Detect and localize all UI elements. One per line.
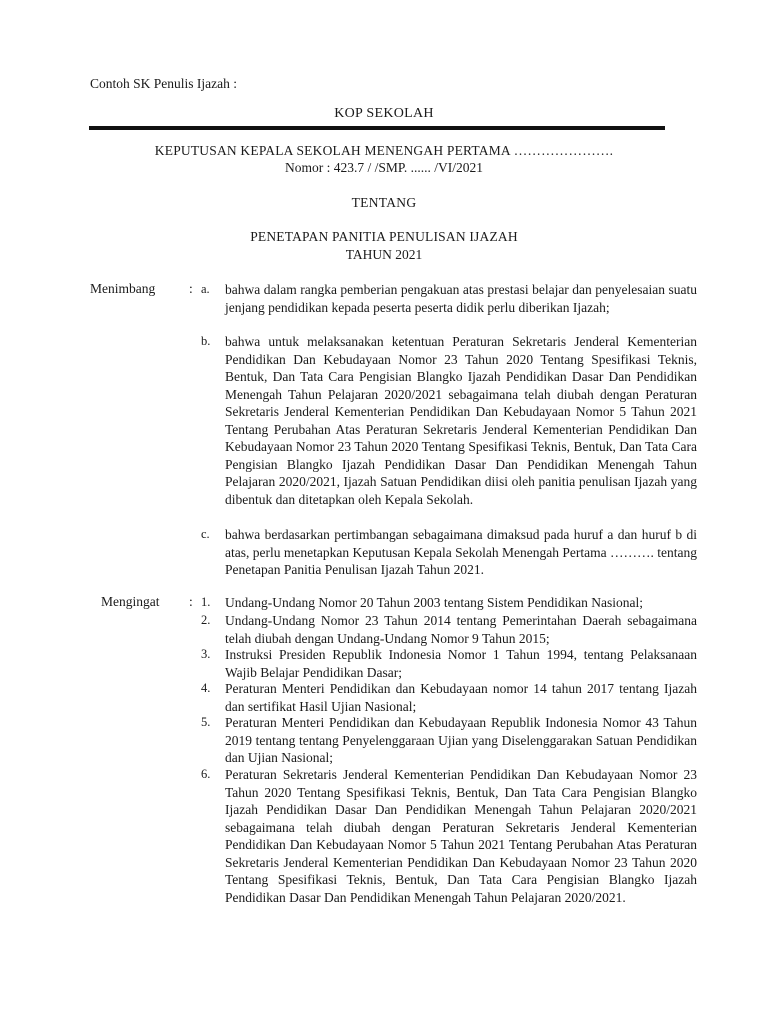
mengingat-marker-5: 5. bbox=[201, 715, 211, 729]
mengingat-item-5: Peraturan Menteri Pendidikan dan Kebudayaan Republik Indonesia Nomor 43 Tahun 2019 tentang tentang Penyelenggaraan Ujian yang Diselenggarakan Satuan Pendidikan dan Ujian Nasional; bbox=[225, 715, 697, 765]
mengingat-item-3: Instruksi Presiden Republik Indonesia Nomor 1 Tahun 1994, tentang Pelaksanaan Wajib Belajar Pendidikan Dasar; bbox=[225, 647, 697, 680]
mengingat-item-2: Undang-Undang Nomor 23 Tahun 2014 tentang Pemerintahan Daerah sebagaimana telah diubah dengan Undang-Undang Nomor 9 Tahun 2015; bbox=[225, 613, 697, 646]
letterhead-divider bbox=[89, 126, 665, 130]
tentang-heading: TENTANG bbox=[351, 195, 417, 210]
decree-number: Nomor : 423.7 / /SMP. ...... /VI/2021 bbox=[284, 160, 484, 175]
letterhead-title: KOP SEKOLAH bbox=[334, 106, 434, 121]
menimbang-marker-a: a. bbox=[201, 282, 210, 296]
decree-title: KEPUTUSAN KEPALA SEKOLAH MENENGAH PERTAMA …………………. bbox=[154, 143, 614, 158]
menimbang-marker-c: c. bbox=[201, 527, 210, 541]
decree-subject-line-1: PENETAPAN PANITIA PENULISAN IJAZAH bbox=[250, 229, 518, 244]
menimbang-item-b: bahwa untuk melaksanakan ketentuan Peraturan Sekretaris Jenderal Kementerian Pendidikan Dan Kebudayaan Nomor 23 Tahun 2020 Tentang Spesifikasi Teknis, Bentuk, Dan Tata Cara Pengisian Blangko Ijazah Pendidikan Dasar Dan Pendidikan Menengah Tahun Pelajaran 2020/2021 sebagaimana telah diubah dengan Peraturan Sekretaris Jenderal Kementerian Pendidikan Dan Kebudayaan Nomor 5 Tahun 2021 Tentang Perubahan Atas Peraturan Sekretaris Jenderal Kementerian Pendidikan Dan Kebudayaan Nomor 23 Tahun 2020 Tentang Spesifikasi Teknis, Bentuk, Dan Tata Cara Pengisian Blangko Ijazah Pendidikan Dasar Dan Pendidikan Menengah Tahun Pelajaran 2020/2021, Ijazah Satuan Pendidikan diisi oleh panitia penulisan Ijazah yang dibentuk dan ditetapkan oleh Kepala Sekolah. bbox=[225, 334, 697, 507]
mengingat-marker-1: 1. bbox=[201, 595, 211, 609]
mengingat-item-6: Peraturan Sekretaris Jenderal Kementerian Pendidikan Dan Kebudayaan Nomor 23 Tahun 2020 Tentang Spesifikasi Teknis, Bentuk, Dan Tata Cara Pengisian Blangko Ijazah Pendidikan Dasar Dan Pendidikan Menengah Tahun Pelajaran 2020/2021 sebagaimana telah diubah dengan Peraturan Sekretaris Jenderal Kementerian Pendidikan Dan Kebudayaan Nomor 5 Tahun 2021 Tentang Perubahan Atas Peraturan Sekretaris Jenderal Kementerian Pendidikan Dan Kebudayaan Nomor 23 Tahun 2020 Tentang Spesifikasi Teknis, Bentuk, Dan Tata Cara Pengisian Blangko Ijazah Pendidikan Dasar Dan Pendidikan Menengah Tahun Pelajaran 2020/2021. bbox=[225, 767, 697, 905]
menimbang-item-c: bahwa berdasarkan pertimbangan sebagaimana dimaksud pada huruf a dan huruf b di atas, perlu menetapkan Keputusan Kepala Sekolah Menengah Pertama ………. tentang Penetapan Panitia Penulisan Ijazah Tahun 2021. bbox=[225, 527, 697, 577]
mengingat-marker-2: 2. bbox=[201, 613, 211, 627]
menimbang-colon: : bbox=[189, 281, 193, 296]
mengingat-marker-3: 3. bbox=[201, 647, 211, 661]
mengingat-item-4: Peraturan Menteri Pendidikan dan Kebudayaan nomor 14 tahun 2017 tentang Ijazah dan sertifikat Hasil Ujian Nasional; bbox=[225, 681, 697, 714]
decree-subject-line-2: TAHUN 2021 bbox=[345, 247, 423, 262]
menimbang-marker-b: b. bbox=[201, 334, 211, 348]
mengingat-colon: : bbox=[189, 594, 193, 609]
mengingat-item-1: Undang-Undang Nomor 20 Tahun 2003 tentang Sistem Pendidikan Nasional; bbox=[225, 595, 643, 610]
mengingat-marker-4: 4. bbox=[201, 681, 211, 695]
mengingat-marker-6: 6. bbox=[201, 767, 211, 781]
menimbang-label: Menimbang bbox=[90, 281, 156, 296]
menimbang-item-a: bahwa dalam rangka pemberian pengakuan atas prestasi belajar dan penyelesaian suatu jenjang pendidikan kepada peserta peserta didik perlu diberikan Ijazah; bbox=[225, 282, 697, 315]
document-caption: Contoh SK Penulis Ijazah : bbox=[90, 76, 237, 91]
mengingat-label: Mengingat bbox=[101, 594, 160, 609]
